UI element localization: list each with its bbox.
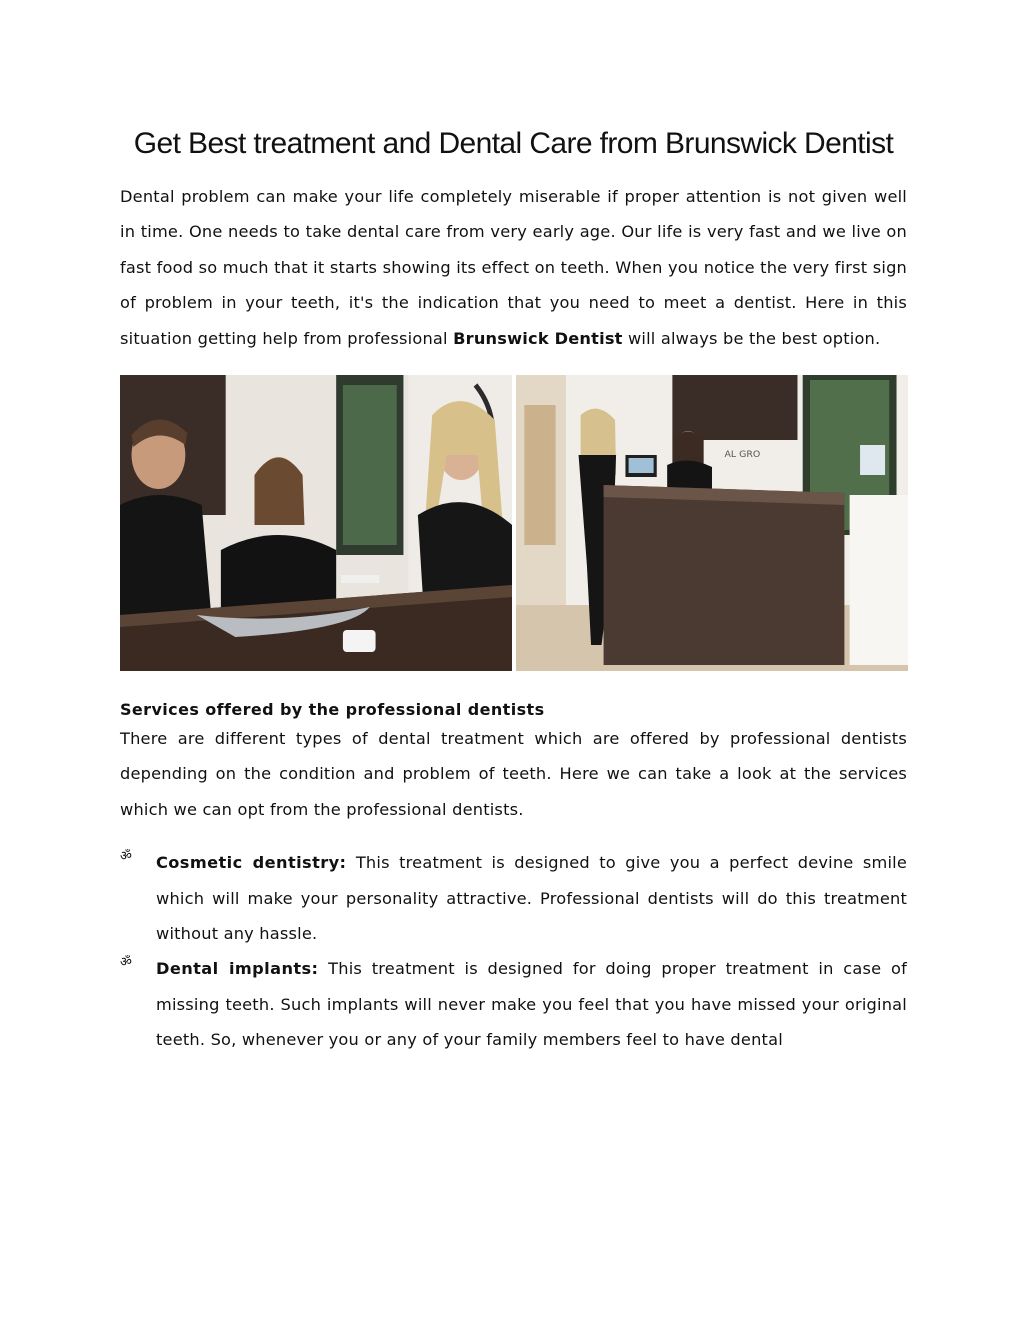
intro-paragraph: [120, 179, 907, 356]
services-list: [120, 845, 907, 1057]
reception-desk-photo: [516, 375, 908, 671]
document-page: [120, 120, 907, 1058]
intro-text: Dental problem can make your life completely miserable if proper attention is not given well in time. One needs to take dental care from very early age. Our life is very fast and we live on fast food so much that it starts showing its effect on teeth. When you notice the very first sign of problem in your teeth, it's the indication that you need to meet a dentist. Here in this situation getting help from professional: [120, 187, 907, 348]
service-term: Cosmetic dentistry:: [156, 853, 347, 873]
reception-team-photo: [120, 375, 512, 671]
photo-row: [120, 375, 908, 671]
om-bullet-icon: ॐ: [120, 955, 133, 971]
page-title: Get Best treatment and Dental Care from Brunswick Dentist: [133, 127, 894, 160]
intro-bold-text: Brunswick Dentist: [453, 328, 623, 348]
services-intro-paragraph: There are different types of dental treatment which are offered by professional dentists depending on the condition and problem of teeth. Here we can take a look at the services which we can opt from the professional dentists.: [120, 729, 907, 819]
list-item-dental-implants: [120, 951, 907, 1057]
intro-text-end: will always be the best option.: [622, 328, 881, 348]
list-item-cosmetic-dentistry: [120, 845, 907, 951]
service-description: This treatment is designed to give you a perfect devine smile which will make your personality attractive. Professional dentists will do this treatment without any hassle.: [156, 853, 908, 944]
service-term: Dental implants:: [156, 959, 319, 979]
service-description: This treatment is designed for doing proper treatment in case of missing teeth. Such implants will never make you feel that you have missed your original teeth. So, whenever you or any of your family members feel to have dental: [156, 959, 907, 1050]
services-heading: Services offered by the professional dentists: [120, 700, 545, 720]
desk-sign-text: AL GRO: [724, 449, 761, 460]
om-bullet-icon: ॐ: [120, 849, 133, 865]
